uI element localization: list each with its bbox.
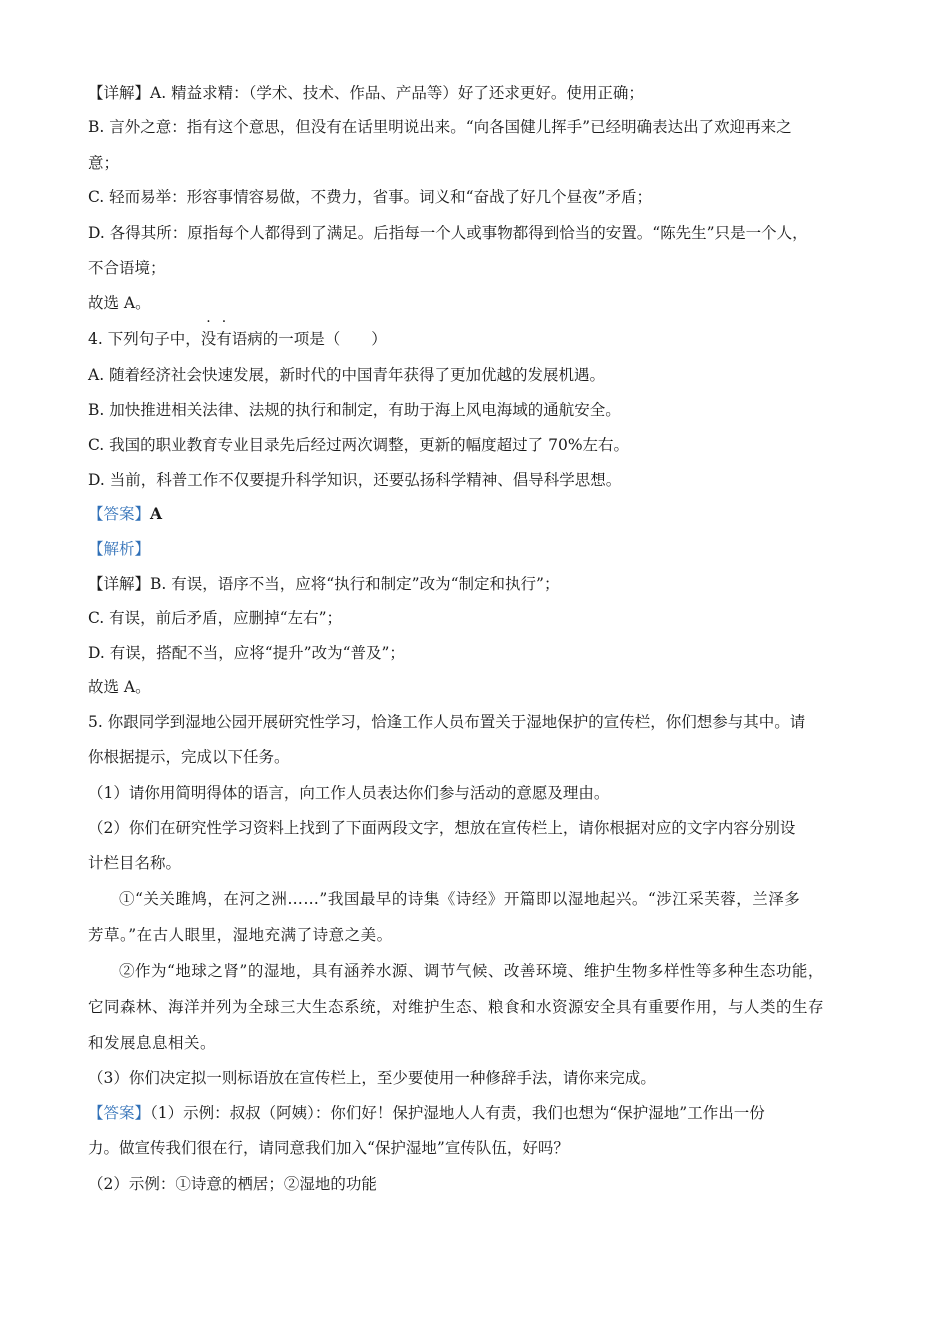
q5-passage-2b: 它同森林、海洋并列为全球三大生态系统，对维护生态、粮食和水资源安全具有重要作用，与人类的生存: [88, 998, 825, 1016]
emphasis-dot-2: 有: [216, 330, 232, 348]
detail-line-4: C. 轻而易举：形容事情容易做，不费力，省事。词义和“奋战了好几个昼夜”矛盾；: [88, 188, 653, 206]
q4-detail-3: D. 有误，搭配不当，应将“提升”改为“普及”；: [88, 644, 405, 662]
q5-passage-2c: 和发展息息相关。: [88, 1034, 217, 1052]
q4-conclusion: 故选 A。: [88, 678, 151, 696]
q5-answer-1a: 【答案】（1）示例：叔叔（阿姨）：你们好！保护湿地人人有责，我们也想为“保护湿地”工作出一份: [88, 1104, 765, 1122]
q4-option-d: D. 当前，科普工作不仅要提升科学知识，还要弘扬科学精神、倡导科学思想。: [88, 471, 622, 489]
detail-line-2: B. 言外之意：指有这个意思，但没有在话里明说出来。“向各国健儿挥手”已经明确表达出了欢迎再来之: [88, 118, 792, 136]
q5-answer-2: （2）示例：①诗意的栖居；②湿地的功能: [88, 1175, 377, 1193]
q4-analysis-tag: 【解析】: [88, 540, 151, 558]
detail-line-3: 意；: [88, 154, 120, 172]
detail-conclusion: 故选 A。: [88, 294, 151, 312]
detail-tag: 【详解】: [88, 84, 151, 102]
answer-tag: 【答案】: [88, 1104, 151, 1122]
detail-tag: 【详解】: [88, 575, 151, 593]
q5-answer-1b: 力。做宣传我们很在行，请同意我们加入“保护湿地”宣传队伍，好吗？: [88, 1139, 569, 1157]
q4-answer: [88, 503, 162, 525]
q5-passage-1a: ①“关关雎鸠，在河之洲……”我国最早的诗集《诗经》开篇即以湿地起兴。“涉江采芙蓉，兰泽多: [119, 890, 801, 908]
answer-value: A: [150, 504, 163, 523]
q5-task-1: （1）请你用简明得体的语言，向工作人员表达你们参与活动的意愿及理由。: [88, 784, 610, 802]
detail-line-6: 不合语境；: [88, 259, 166, 277]
q4-option-a: A. 随着经济社会快速发展，新时代的中国青年获得了更加优越的发展机遇。: [88, 366, 606, 384]
q5-task-2b: 计栏目名称。: [88, 854, 182, 872]
q5-passage-2a: ②作为“地球之肾”的湿地，具有涵养水源、调节气候、改善环境、维护生物多样性等多种生态功能，: [119, 962, 824, 980]
q4-option-b: B. 加快推进相关法律、法规的执行和制定，有助于海上风电海域的通航安全。: [88, 401, 621, 419]
q5-task-3: （3）你们决定拟一则标语放在宣传栏上，至少要使用一种修辞手法，请你来完成。: [88, 1069, 656, 1087]
detail-line-1: 【详解】A. 精益求精：（学术、技术、作品、产品等）好了还求更好。使用正确；: [88, 84, 644, 102]
q4-detail-1: 【详解】B. 有误，语序不当，应将“执行和制定”改为“制定和执行”；: [88, 575, 560, 593]
answer-tag: 【答案】: [88, 505, 151, 523]
q5-task-2a: （2）你们在研究性学习资料上找到了下面两段文字，想放在宣传栏上，请你根据对应的文字内容分别设: [88, 819, 796, 837]
q4-option-c: C. 我国的职业教育专业目录先后经过两次调整，更新的幅度超过了 70%左右。: [88, 436, 630, 454]
q5-stem-2: 你根据提示，完成以下任务。: [88, 748, 290, 766]
detail-line-5: D. 各得其所：原指每个人都得到了满足。后指每一个人或事物都得到恰当的安置。“陈先生”只是一个人，: [88, 224, 808, 242]
q5-passage-1b: 芳草。”在古人眼里，湿地充满了诗意之美。: [88, 926, 393, 944]
q4-detail-2: C. 有误，前后矛盾，应删掉“左右”；: [88, 609, 343, 627]
q5-stem-1: 5. 你跟同学到湿地公园开展研究性学习，恰逢工作人员布置关于湿地保护的宣传栏，你们想参与其中。请: [88, 713, 806, 731]
q4-stem: 4. 下列句子中，没有语病的一项是（ ）: [88, 330, 387, 348]
emphasis-dot-1: 没: [200, 330, 217, 348]
